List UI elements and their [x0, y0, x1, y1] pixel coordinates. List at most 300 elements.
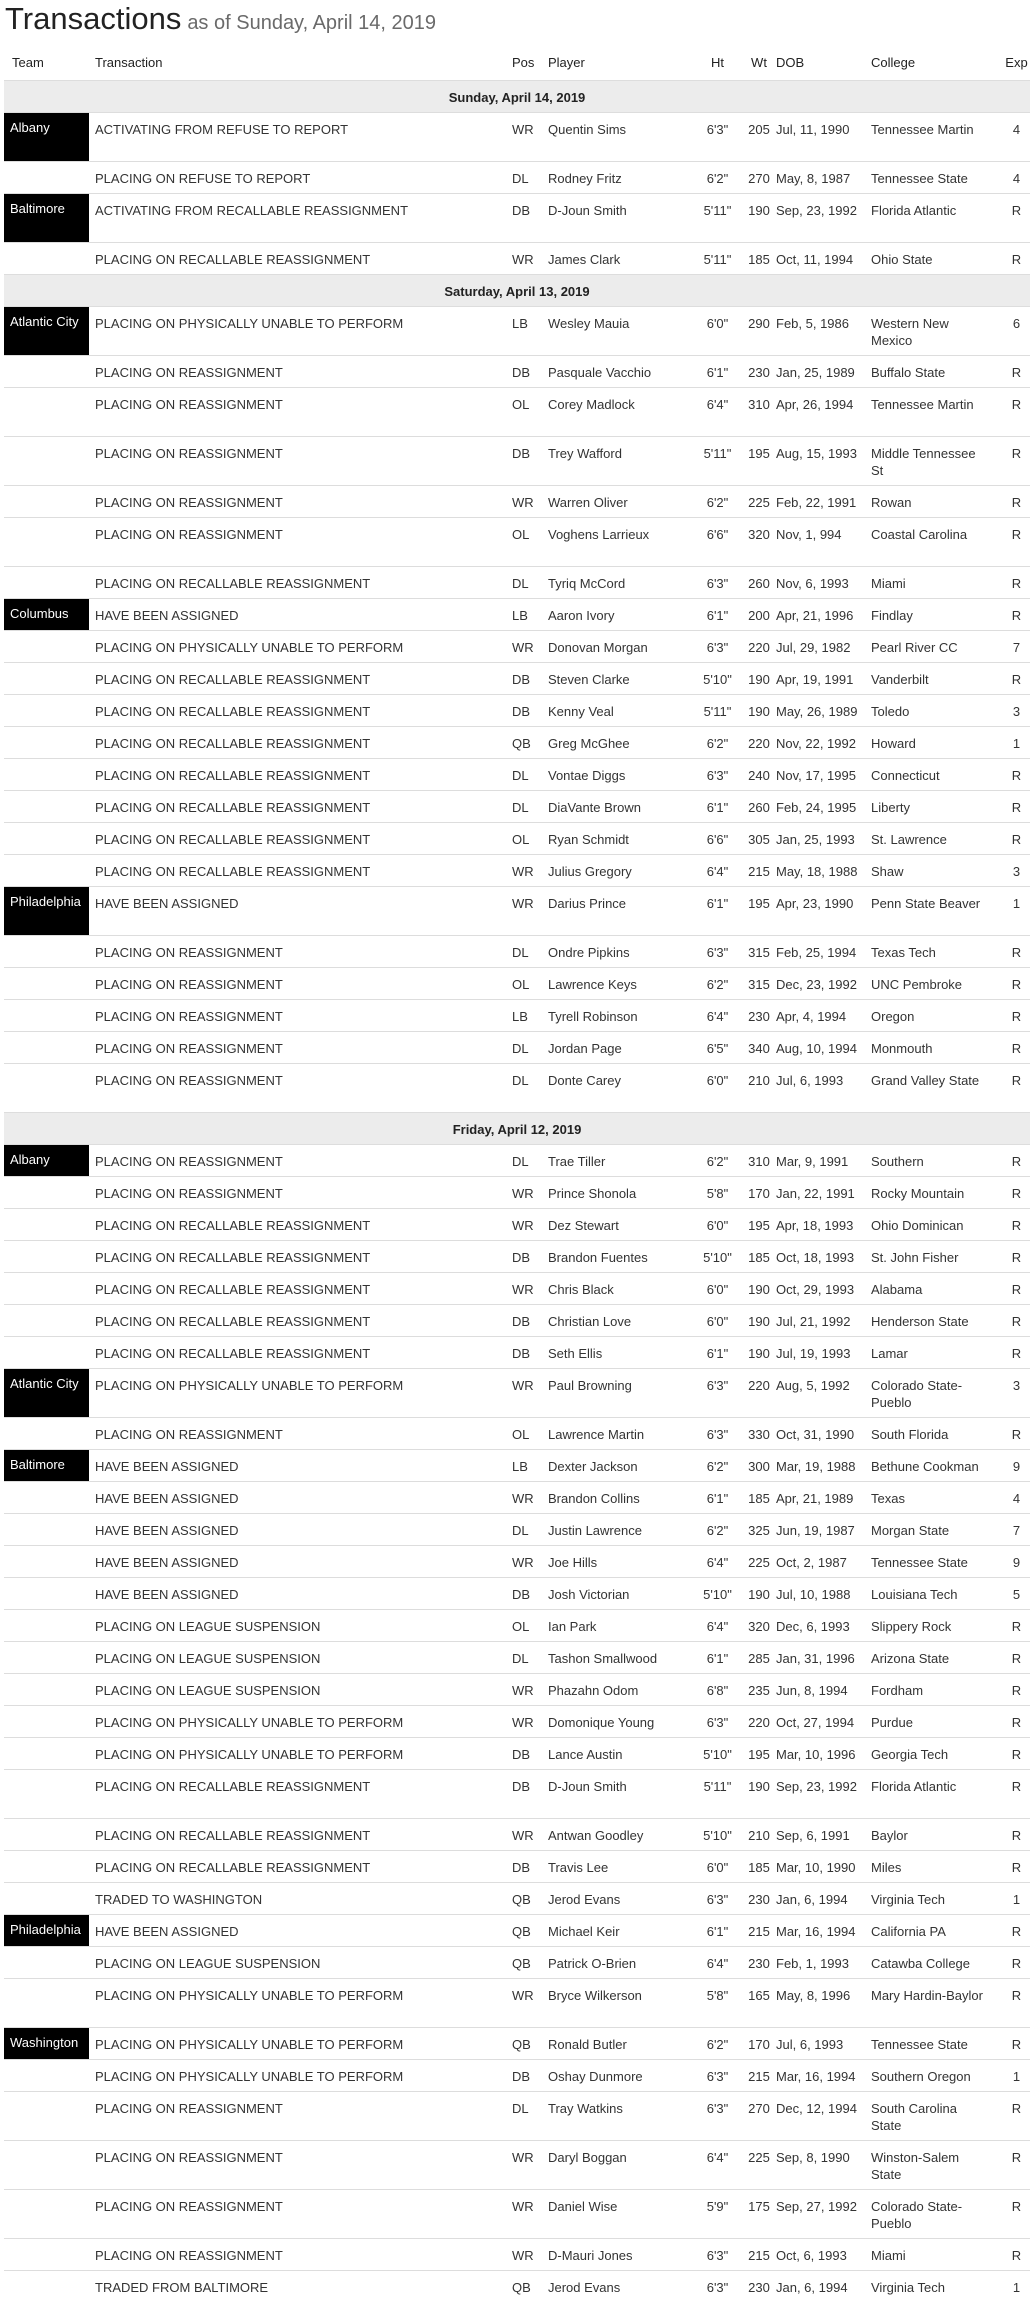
college-cell: Lamar [871, 1346, 908, 1361]
height-cell: 5'10" [703, 1828, 732, 1843]
player-cell[interactable]: Michael Keir [548, 1924, 620, 1939]
player-cell[interactable]: Dexter Jackson [548, 1459, 638, 1474]
player-cell[interactable]: Tyriq McCord [548, 576, 626, 591]
college-cell: Louisiana Tech [871, 1587, 958, 1602]
weight-cell: 310 [748, 397, 770, 412]
transaction-cell: HAVE BEEN ASSIGNED [95, 1491, 239, 1506]
experience-cell: 4 [1012, 1491, 1021, 1506]
weight-cell: 260 [748, 576, 770, 591]
experience-cell: 3 [1012, 704, 1021, 719]
height-cell: 6'8" [706, 1683, 729, 1698]
weight-cell: 270 [748, 171, 770, 186]
table-row [4, 1031, 1030, 1064]
weight-cell: 230 [748, 1009, 770, 1024]
table-row [4, 2027, 1030, 2060]
transaction-cell: HAVE BEEN ASSIGNED [95, 1459, 239, 1474]
table-row [4, 2189, 1030, 2239]
table-row [4, 2270, 1030, 2303]
position-cell: WR [512, 640, 534, 655]
team-badge[interactable]: Columbus [4, 599, 89, 630]
height-cell: 6'1" [706, 1346, 729, 1361]
table-row [4, 193, 1030, 243]
dob-cell: Nov, 17, 1995 [776, 768, 856, 783]
college-cell: Virginia Tech [871, 1892, 945, 1907]
experience-cell: R [1011, 1186, 1022, 1201]
player-cell[interactable]: Lawrence Keys [548, 977, 637, 992]
weight-cell: 195 [748, 446, 770, 461]
dob-cell: Dec, 6, 1993 [776, 1619, 850, 1634]
college-cell: Toledo [871, 704, 910, 719]
experience-cell: R [1011, 1747, 1022, 1762]
table-row [4, 822, 1030, 855]
dob-cell: Nov, 1, 994 [776, 527, 842, 542]
weight-cell: 290 [748, 316, 770, 331]
position-cell: DL [512, 800, 529, 815]
table-row [4, 485, 1030, 518]
college-cell: Shaw [871, 864, 904, 879]
position-cell: DB [512, 446, 531, 461]
transaction-cell: PLACING ON RECALLABLE REASSIGNMENT [95, 1282, 371, 1297]
player-cell[interactable]: Trey Wafford [548, 446, 622, 461]
height-cell: 6'2" [706, 736, 729, 751]
table-row [4, 662, 1030, 695]
player-cell[interactable]: Josh Victorian [548, 1587, 630, 1602]
player-cell[interactable]: Ryan Schmidt [548, 832, 629, 847]
college-cell: Virginia Tech [871, 2280, 945, 2295]
table-row [4, 1769, 1030, 1819]
experience-cell: R [1011, 252, 1022, 267]
experience-cell: R [1011, 832, 1022, 847]
table-row [4, 2238, 1030, 2271]
player-cell[interactable]: Trae Tiller [548, 1154, 606, 1169]
transaction-cell: PLACING ON RECALLABLE REASSIGNMENT [95, 1828, 371, 1843]
player-cell[interactable]: Jordan Page [548, 1041, 622, 1056]
player-cell[interactable]: Lance Austin [548, 1747, 623, 1762]
height-cell: 6'1" [706, 800, 729, 815]
player-cell[interactable]: Jerod Evans [548, 1892, 621, 1907]
transaction-cell: PLACING ON RECALLABLE REASSIGNMENT [95, 768, 371, 783]
player-cell[interactable]: DiaVante Brown [548, 800, 641, 815]
weight-cell: 230 [748, 1956, 770, 1971]
dob-cell: Jan, 6, 1994 [776, 1892, 848, 1907]
college-cell: Henderson State [871, 1314, 969, 1329]
weight-cell: 305 [748, 832, 770, 847]
height-cell: 6'0" [706, 316, 729, 331]
experience-cell: R [1011, 1154, 1022, 1169]
player-cell[interactable]: D-Mauri Jones [548, 2248, 633, 2263]
player-cell[interactable]: Prince Shonola [548, 1186, 637, 1201]
experience-cell: R [1011, 2101, 1022, 2116]
player-cell[interactable]: Oshay Dunmore [548, 2069, 643, 2084]
height-cell: 6'0" [706, 1073, 729, 1088]
player-cell[interactable]: Voghens Larrieux [548, 527, 650, 542]
player-cell[interactable]: Domonique Young [548, 1715, 655, 1730]
team-badge[interactable]: Albany [4, 1145, 89, 1176]
position-cell: QB [512, 2280, 531, 2295]
position-cell: WR [512, 1683, 534, 1698]
player-cell[interactable]: Julius Gregory [548, 864, 632, 879]
table-row [4, 1063, 1030, 1113]
table-row [4, 566, 1030, 599]
college-cell: Tennessee State [871, 1555, 968, 1570]
transaction-cell: PLACING ON PHYSICALLY UNABLE TO PERFORM [95, 1747, 404, 1762]
player-cell[interactable]: Rodney Fritz [548, 171, 622, 186]
dob-cell: May, 8, 1987 [776, 171, 851, 186]
transaction-cell: PLACING ON REASSIGNMENT [95, 2101, 283, 2116]
player-cell[interactable]: Patrick O-Brien [548, 1956, 637, 1971]
table-row [4, 854, 1030, 887]
player-cell[interactable]: D-Joun Smith [548, 203, 627, 218]
dob-cell: Oct, 11, 1994 [776, 252, 854, 267]
college-cell: Buffalo State [871, 365, 946, 380]
experience-cell: R [1011, 2248, 1022, 2263]
position-cell: QB [512, 1924, 531, 1939]
position-cell: DL [512, 1041, 529, 1056]
team-badge[interactable]: Baltimore [4, 1450, 89, 1481]
transaction-cell: PLACING ON RECALLABLE REASSIGNMENT [95, 832, 371, 847]
player-cell[interactable]: Joe Hills [548, 1555, 598, 1570]
table-row [4, 1417, 1030, 1450]
player-cell[interactable]: Chris Black [548, 1282, 614, 1297]
position-cell: WR [512, 2150, 534, 2165]
player-cell[interactable]: Daryl Boggan [548, 2150, 627, 2165]
experience-cell: R [1011, 365, 1022, 380]
weight-cell: 170 [748, 1186, 770, 1201]
dob-cell: Sep, 27, 1992 [776, 2199, 857, 2214]
college-cell: Colorado State-Pueblo [871, 1378, 963, 1410]
position-cell: WR [512, 252, 534, 267]
table-row [4, 1336, 1030, 1369]
table-row [4, 306, 1030, 356]
date-header-row [4, 80, 1030, 112]
experience-cell: 1 [1012, 2280, 1021, 2295]
experience-cell: 1 [1012, 736, 1021, 751]
position-cell: DB [512, 672, 531, 687]
dob-cell: Apr, 21, 1989 [776, 1491, 854, 1506]
experience-cell: R [1011, 1041, 1022, 1056]
experience-cell: 1 [1012, 896, 1021, 911]
experience-cell: 4 [1012, 171, 1021, 186]
position-cell: OL [512, 527, 530, 542]
column-header-ht: Ht [711, 55, 724, 70]
player-cell[interactable]: Donovan Morgan [548, 640, 648, 655]
position-cell: DB [512, 1587, 531, 1602]
transaction-cell: PLACING ON RECALLABLE REASSIGNMENT [95, 864, 371, 879]
transaction-cell: PLACING ON PHYSICALLY UNABLE TO PERFORM [95, 1378, 404, 1393]
weight-cell: 270 [748, 2101, 770, 2116]
position-cell: WR [512, 2199, 534, 2214]
college-cell: Coastal Carolina [871, 527, 968, 542]
height-cell: 6'1" [706, 365, 729, 380]
team-badge[interactable]: Albany [4, 113, 89, 161]
player-cell[interactable]: Steven Clarke [548, 672, 630, 687]
experience-cell: R [1011, 1009, 1022, 1024]
player-cell[interactable]: Donte Carey [548, 1073, 621, 1088]
position-cell: DL [512, 945, 529, 960]
player-cell[interactable]: Wesley Mauia [548, 316, 630, 331]
weight-cell: 190 [748, 1314, 770, 1329]
page-title: Transactions [5, 1, 182, 36]
transaction-cell: PLACING ON RECALLABLE REASSIGNMENT [95, 736, 371, 751]
dob-cell: Jul, 6, 1993 [776, 2037, 844, 2052]
player-cell[interactable]: Greg McGhee [548, 736, 630, 751]
experience-cell: R [1011, 1073, 1022, 1088]
transaction-cell: PLACING ON REASSIGNMENT [95, 365, 283, 380]
dob-cell: Jun, 8, 1994 [776, 1683, 848, 1698]
college-cell: Winston-Salem State [871, 2150, 960, 2182]
table-row [4, 2059, 1030, 2092]
height-cell: 6'4" [706, 1619, 729, 1634]
transaction-cell: PLACING ON REFUSE TO REPORT [95, 171, 311, 186]
weight-cell: 240 [748, 768, 770, 783]
weight-cell: 215 [748, 1924, 770, 1939]
player-cell[interactable]: Bryce Wilkerson [548, 1988, 642, 2003]
player-cell[interactable]: Pasquale Vacchio [548, 365, 652, 380]
height-cell: 6'3" [706, 576, 729, 591]
player-cell[interactable]: Brandon Fuentes [548, 1250, 648, 1265]
college-cell: Western New Mexico [871, 316, 949, 348]
transaction-cell: PLACING ON RECALLABLE REASSIGNMENT [95, 1218, 371, 1233]
dob-cell: May, 26, 1989 [776, 704, 858, 719]
college-cell: Howard [871, 736, 916, 751]
dob-cell: Sep, 23, 1992 [776, 203, 857, 218]
column-header-exp: Exp [1005, 55, 1028, 70]
dob-cell: Dec, 12, 1994 [776, 2101, 857, 2116]
player-cell[interactable]: Kenny Veal [548, 704, 614, 719]
player-cell[interactable]: Phazahn Odom [548, 1683, 639, 1698]
height-cell: 5'10" [703, 1250, 732, 1265]
player-cell[interactable]: Tashon Smallwood [548, 1651, 658, 1666]
dob-cell: Jun, 19, 1987 [776, 1523, 855, 1538]
position-cell: DL [512, 576, 529, 591]
position-cell: DB [512, 704, 531, 719]
position-cell: DB [512, 1860, 531, 1875]
height-cell: 6'1" [706, 1924, 729, 1939]
player-cell[interactable]: Darius Prince [548, 896, 627, 911]
position-cell: WR [512, 864, 534, 879]
height-cell: 6'1" [706, 1651, 729, 1666]
weight-cell: 170 [748, 2037, 770, 2052]
table-row [4, 355, 1030, 388]
dob-cell: Mar, 16, 1994 [776, 2069, 856, 2084]
height-cell: 6'3" [706, 1427, 729, 1442]
weight-cell: 185 [748, 252, 770, 267]
table-row [4, 886, 1030, 936]
player-cell[interactable]: Brandon Collins [548, 1491, 640, 1506]
player-cell[interactable]: Antwan Goodley [548, 1828, 644, 1843]
table-row [4, 1673, 1030, 1706]
team-badge[interactable]: Washington [4, 2028, 89, 2059]
table-row [4, 1850, 1030, 1883]
weight-cell: 230 [748, 2280, 770, 2295]
team-badge[interactable]: Philadelphia [4, 887, 89, 935]
player-cell[interactable]: Seth Ellis [548, 1346, 603, 1361]
weight-cell: 320 [748, 527, 770, 542]
dob-cell: Jan, 22, 1991 [776, 1186, 855, 1201]
transaction-cell: PLACING ON REASSIGNMENT [95, 1009, 283, 1024]
player-cell[interactable]: Paul Browning [548, 1378, 632, 1393]
weight-cell: 230 [748, 365, 770, 380]
weight-cell: 225 [748, 1555, 770, 1570]
dob-cell: Jan, 25, 1993 [776, 832, 855, 847]
height-cell: 6'1" [706, 1491, 729, 1506]
college-cell: Florida Atlantic [871, 203, 957, 218]
height-cell: 5'10" [703, 1747, 732, 1762]
player-cell[interactable]: Ronald Butler [548, 2037, 627, 2052]
player-cell[interactable]: Justin Lawrence [548, 1523, 642, 1538]
table-row [4, 598, 1030, 631]
dob-cell: Oct, 31, 1990 [776, 1427, 855, 1442]
transaction-cell: PLACING ON REASSIGNMENT [95, 977, 283, 992]
table-row [4, 1368, 1030, 1418]
experience-cell: 7 [1012, 1523, 1021, 1538]
college-cell: Colorado State-Pueblo [871, 2199, 963, 2231]
height-cell: 6'0" [706, 1282, 729, 1297]
dob-cell: Sep, 23, 1992 [776, 1779, 857, 1794]
position-cell: DB [512, 1747, 531, 1762]
weight-cell: 230 [748, 1892, 770, 1907]
table-row [4, 1545, 1030, 1578]
column-header-dob: DOB [776, 55, 805, 70]
position-cell: DL [512, 1651, 529, 1666]
experience-cell: R [1011, 1346, 1022, 1361]
transaction-cell: TRADED FROM BALTIMORE [95, 2280, 269, 2295]
experience-cell: R [1011, 1779, 1022, 1794]
table-row [4, 161, 1030, 194]
experience-cell: R [1011, 1427, 1022, 1442]
transaction-cell: PLACING ON RECALLABLE REASSIGNMENT [95, 672, 371, 687]
height-cell: 6'3" [706, 2069, 729, 2084]
table-row [4, 1304, 1030, 1337]
player-cell[interactable]: Corey Madlock [548, 397, 635, 412]
table-row [4, 1818, 1030, 1851]
player-cell[interactable]: D-Joun Smith [548, 1779, 627, 1794]
player-cell[interactable]: Travis Lee [548, 1860, 609, 1875]
player-cell[interactable]: Dez Stewart [548, 1218, 619, 1233]
page-header [5, 1, 436, 37]
transaction-cell: PLACING ON REASSIGNMENT [95, 945, 283, 960]
position-cell: DL [512, 1154, 529, 1169]
dob-cell: Jul, 21, 1992 [776, 1314, 851, 1329]
college-cell: Rowan [871, 495, 912, 510]
transaction-cell: PLACING ON RECALLABLE REASSIGNMENT [95, 704, 371, 719]
team-badge[interactable]: Atlantic City [4, 307, 89, 355]
position-cell: WR [512, 1555, 534, 1570]
position-cell: DB [512, 1314, 531, 1329]
table-row [4, 1513, 1030, 1546]
player-cell[interactable]: Warren Oliver [548, 495, 628, 510]
dob-cell: Aug, 5, 1992 [776, 1378, 850, 1393]
dob-cell: Jan, 6, 1994 [776, 2280, 848, 2295]
player-cell[interactable]: Ian Park [548, 1619, 597, 1634]
weight-cell: 190 [748, 1587, 770, 1602]
player-cell[interactable]: Lawrence Martin [548, 1427, 645, 1442]
transaction-cell: PLACING ON RECALLABLE REASSIGNMENT [95, 252, 371, 267]
player-cell[interactable]: Tray Watkins [548, 2101, 623, 2116]
player-cell[interactable]: Vontae Diggs [548, 768, 626, 783]
weight-cell: 215 [748, 2248, 770, 2263]
player-cell[interactable]: Christian Love [548, 1314, 632, 1329]
college-cell: Alabama [871, 1282, 923, 1297]
college-cell: Connecticut [871, 768, 940, 783]
weight-cell: 195 [748, 896, 770, 911]
experience-cell: R [1011, 1924, 1022, 1939]
page-subtitle: as of Sunday, April 14, 2019 [187, 12, 437, 34]
height-cell: 5'10" [703, 672, 732, 687]
weight-cell: 200 [748, 608, 770, 623]
transaction-cell: PLACING ON RECALLABLE REASSIGNMENT [95, 576, 371, 591]
weight-cell: 315 [748, 977, 770, 992]
dob-cell: Oct, 2, 1987 [776, 1555, 847, 1570]
dob-cell: Mar, 9, 1991 [776, 1154, 849, 1169]
player-cell[interactable]: Quentin Sims [548, 122, 627, 137]
player-cell[interactable]: Aaron Ivory [548, 608, 615, 623]
player-cell[interactable]: Daniel Wise [548, 2199, 618, 2214]
experience-cell: R [1011, 1715, 1022, 1730]
college-cell: South Carolina State [871, 2101, 957, 2133]
dob-cell: Aug, 15, 1993 [776, 446, 857, 461]
weight-cell: 215 [748, 2069, 770, 2084]
player-cell[interactable]: Ondre Pipkins [548, 945, 630, 960]
transaction-cell: HAVE BEEN ASSIGNED [95, 608, 239, 623]
table-header-row [4, 52, 1030, 74]
dob-cell: Jul, 10, 1988 [776, 1587, 851, 1602]
height-cell: 6'4" [706, 1956, 729, 1971]
college-cell: Slippery Rock [871, 1619, 952, 1634]
position-cell: DL [512, 768, 529, 783]
position-cell: WR [512, 1715, 534, 1730]
transaction-cell: PLACING ON PHYSICALLY UNABLE TO PERFORM [95, 640, 404, 655]
position-cell: LB [512, 608, 528, 623]
college-cell: Purdue [871, 1715, 913, 1730]
dob-cell: Jan, 31, 1996 [776, 1651, 855, 1666]
table-row [4, 1737, 1030, 1770]
weight-cell: 315 [748, 945, 770, 960]
weight-cell: 325 [748, 1523, 770, 1538]
college-cell: Southern [871, 1154, 924, 1169]
college-cell: Mary Hardin-Baylor [871, 1988, 983, 2003]
height-cell: 6'0" [706, 1218, 729, 1233]
weight-cell: 210 [748, 1828, 770, 1843]
player-cell[interactable]: Jerod Evans [548, 2280, 621, 2295]
height-cell: 6'2" [706, 171, 729, 186]
height-cell: 5'8" [706, 1988, 729, 2003]
date-header-row [4, 274, 1030, 306]
position-cell: DL [512, 1523, 529, 1538]
player-cell[interactable]: James Clark [548, 252, 621, 267]
table-row [4, 1705, 1030, 1738]
transaction-cell: ACTIVATING FROM RECALLABLE REASSIGNMENT [95, 203, 409, 218]
weight-cell: 320 [748, 1619, 770, 1634]
player-cell[interactable]: Tyrell Robinson [548, 1009, 638, 1024]
position-cell: QB [512, 2037, 531, 2052]
height-cell: 6'0" [706, 1314, 729, 1329]
transaction-cell: PLACING ON REASSIGNMENT [95, 1427, 283, 1442]
team-badge[interactable]: Baltimore [4, 194, 89, 242]
table-row [4, 1240, 1030, 1273]
experience-cell: R [1011, 977, 1022, 992]
position-cell: OL [512, 1427, 530, 1442]
experience-cell: R [1011, 768, 1022, 783]
college-cell: St. Lawrence [871, 832, 947, 847]
height-cell: 6'3" [706, 768, 729, 783]
team-badge[interactable]: Philadelphia [4, 1915, 89, 1946]
date-header-label: Sunday, April 14, 2019 [448, 90, 586, 105]
dob-cell: Feb, 24, 1995 [776, 800, 857, 815]
team-badge[interactable]: Atlantic City [4, 1369, 89, 1417]
dob-cell: Apr, 23, 1990 [776, 896, 854, 911]
experience-cell: R [1011, 2150, 1022, 2165]
